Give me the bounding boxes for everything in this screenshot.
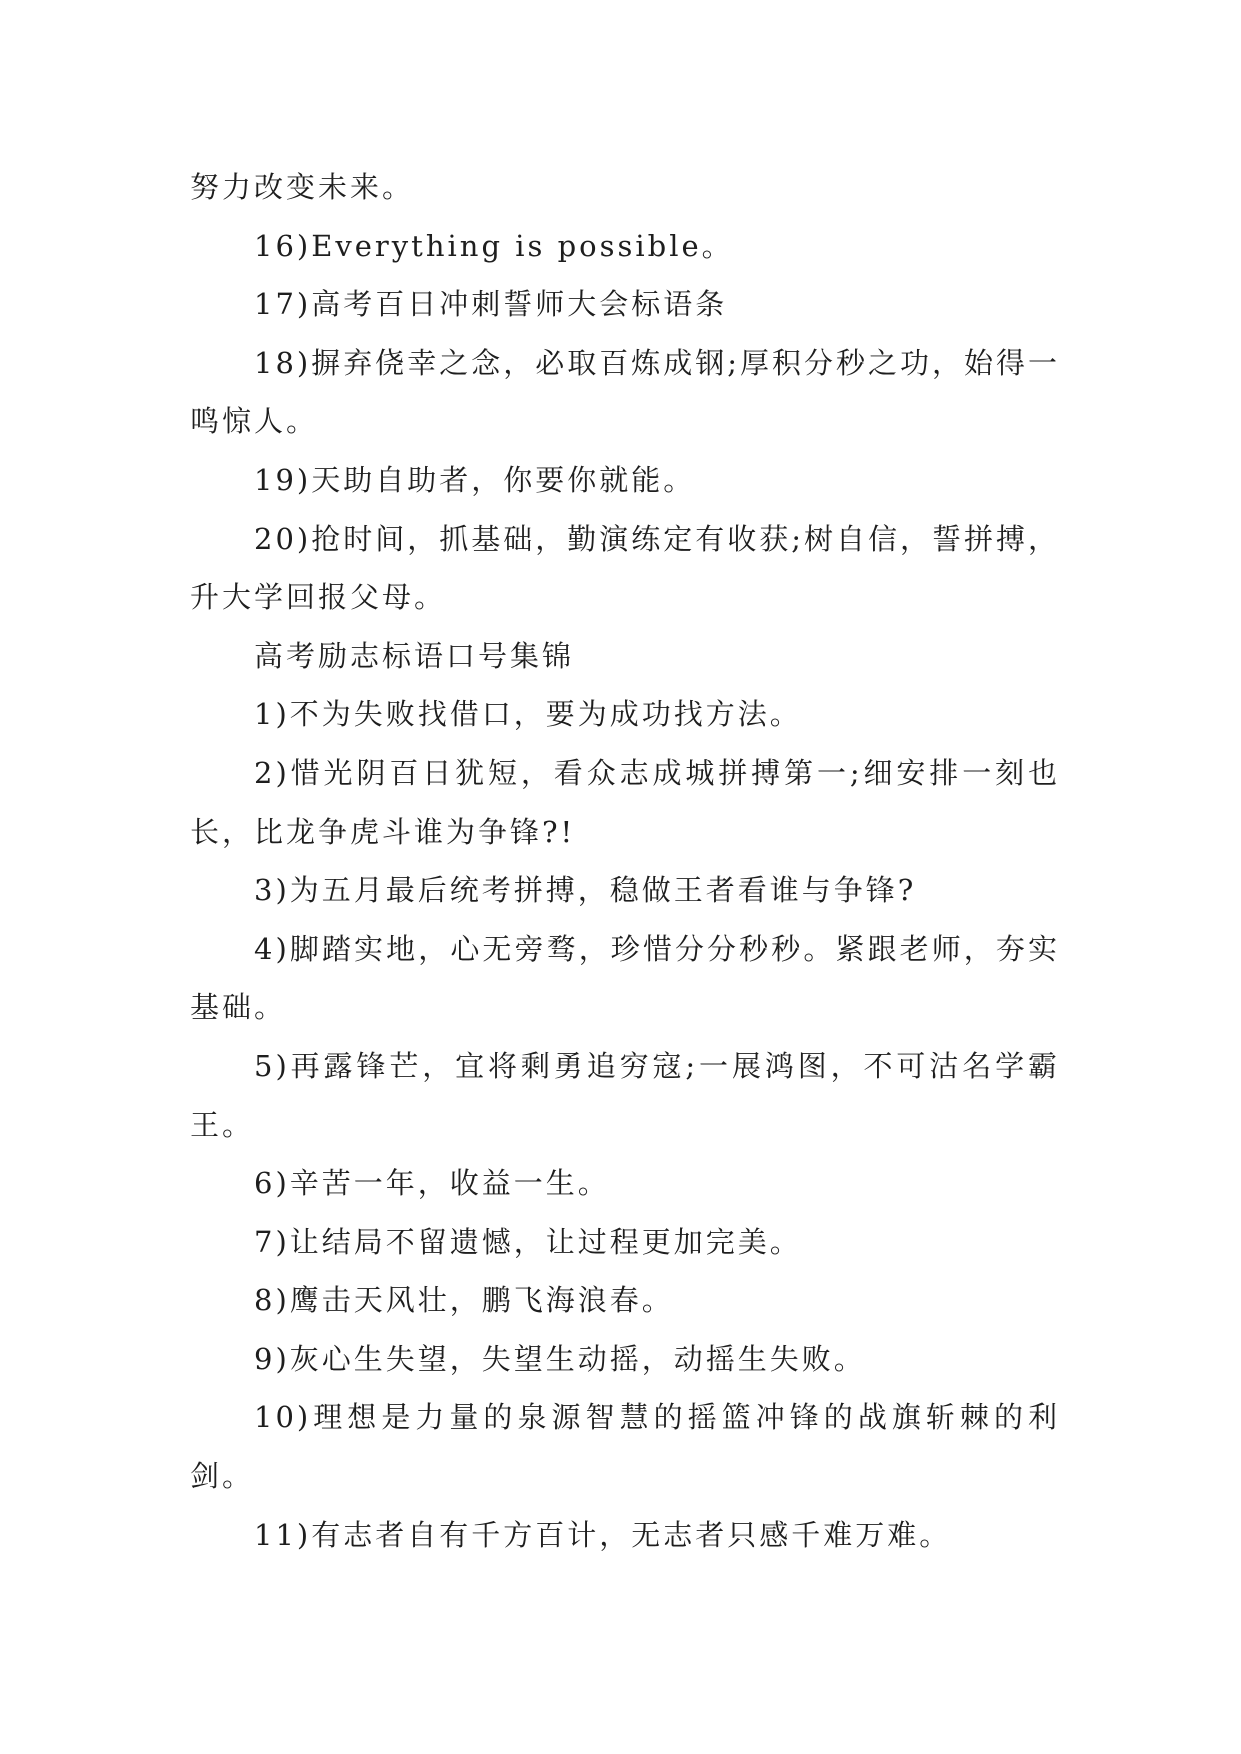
list-item: 9)灰心生失望，失望生动摇，动摇生失败。 — [254, 1341, 866, 1376]
list-item: 7)让结局不留遗憾，让过程更加完美。 — [254, 1224, 802, 1259]
list-item: 17)高考百日冲刺誓师大会标语条 — [254, 287, 728, 322]
list-item: 4)脚踏实地，心无旁骛，珍惜分分秒秒。紧跟老师，夯实基础。 — [190, 931, 1060, 1025]
list-item: 18)摒弃侥幸之念，必取百炼成钢;厚积分秒之功，始得一鸣惊人。 — [190, 345, 1060, 439]
list-item: 6)辛苦一年，收益一生。 — [254, 1166, 610, 1201]
document-body — [190, 158, 1060, 1564]
list-item: 19)天助自助者，你要你就能。 — [254, 462, 696, 497]
continuation-line: 努力改变未来。 — [190, 170, 415, 204]
list-item: 20)抢时间，抓基础，勤演练定有收获;树自信，誓拼搏，升大学回报父母。 — [190, 521, 1060, 615]
list-item: 16)Everything is possible。 — [254, 228, 734, 263]
list-item: 2)惜光阴百日犹短，看众志成城拼搏第一;细安排一刻也长，比龙争虎斗谁为争锋?! — [190, 755, 1060, 849]
list-item: 8)鹰击天风壮，鹏飞海浪春。 — [254, 1283, 674, 1318]
list-item: 3)为五月最后统考拼搏，稳做王者看谁与争锋? — [254, 873, 917, 908]
list-item: 11)有志者自有千方百计，无志者只感千难万难。 — [254, 1517, 952, 1552]
section-heading: 高考励志标语口号集锦 — [254, 638, 575, 673]
list-item: 5)再露锋芒，宜将剩勇追穷寇;一展鸿图，不可沽名学霸王。 — [190, 1048, 1060, 1142]
list-item: 1)不为失败找借口，要为成功找方法。 — [254, 697, 802, 732]
list-item: 10)理想是力量的泉源智慧的摇篮冲锋的战旗斩棘的利剑。 — [190, 1400, 1060, 1494]
